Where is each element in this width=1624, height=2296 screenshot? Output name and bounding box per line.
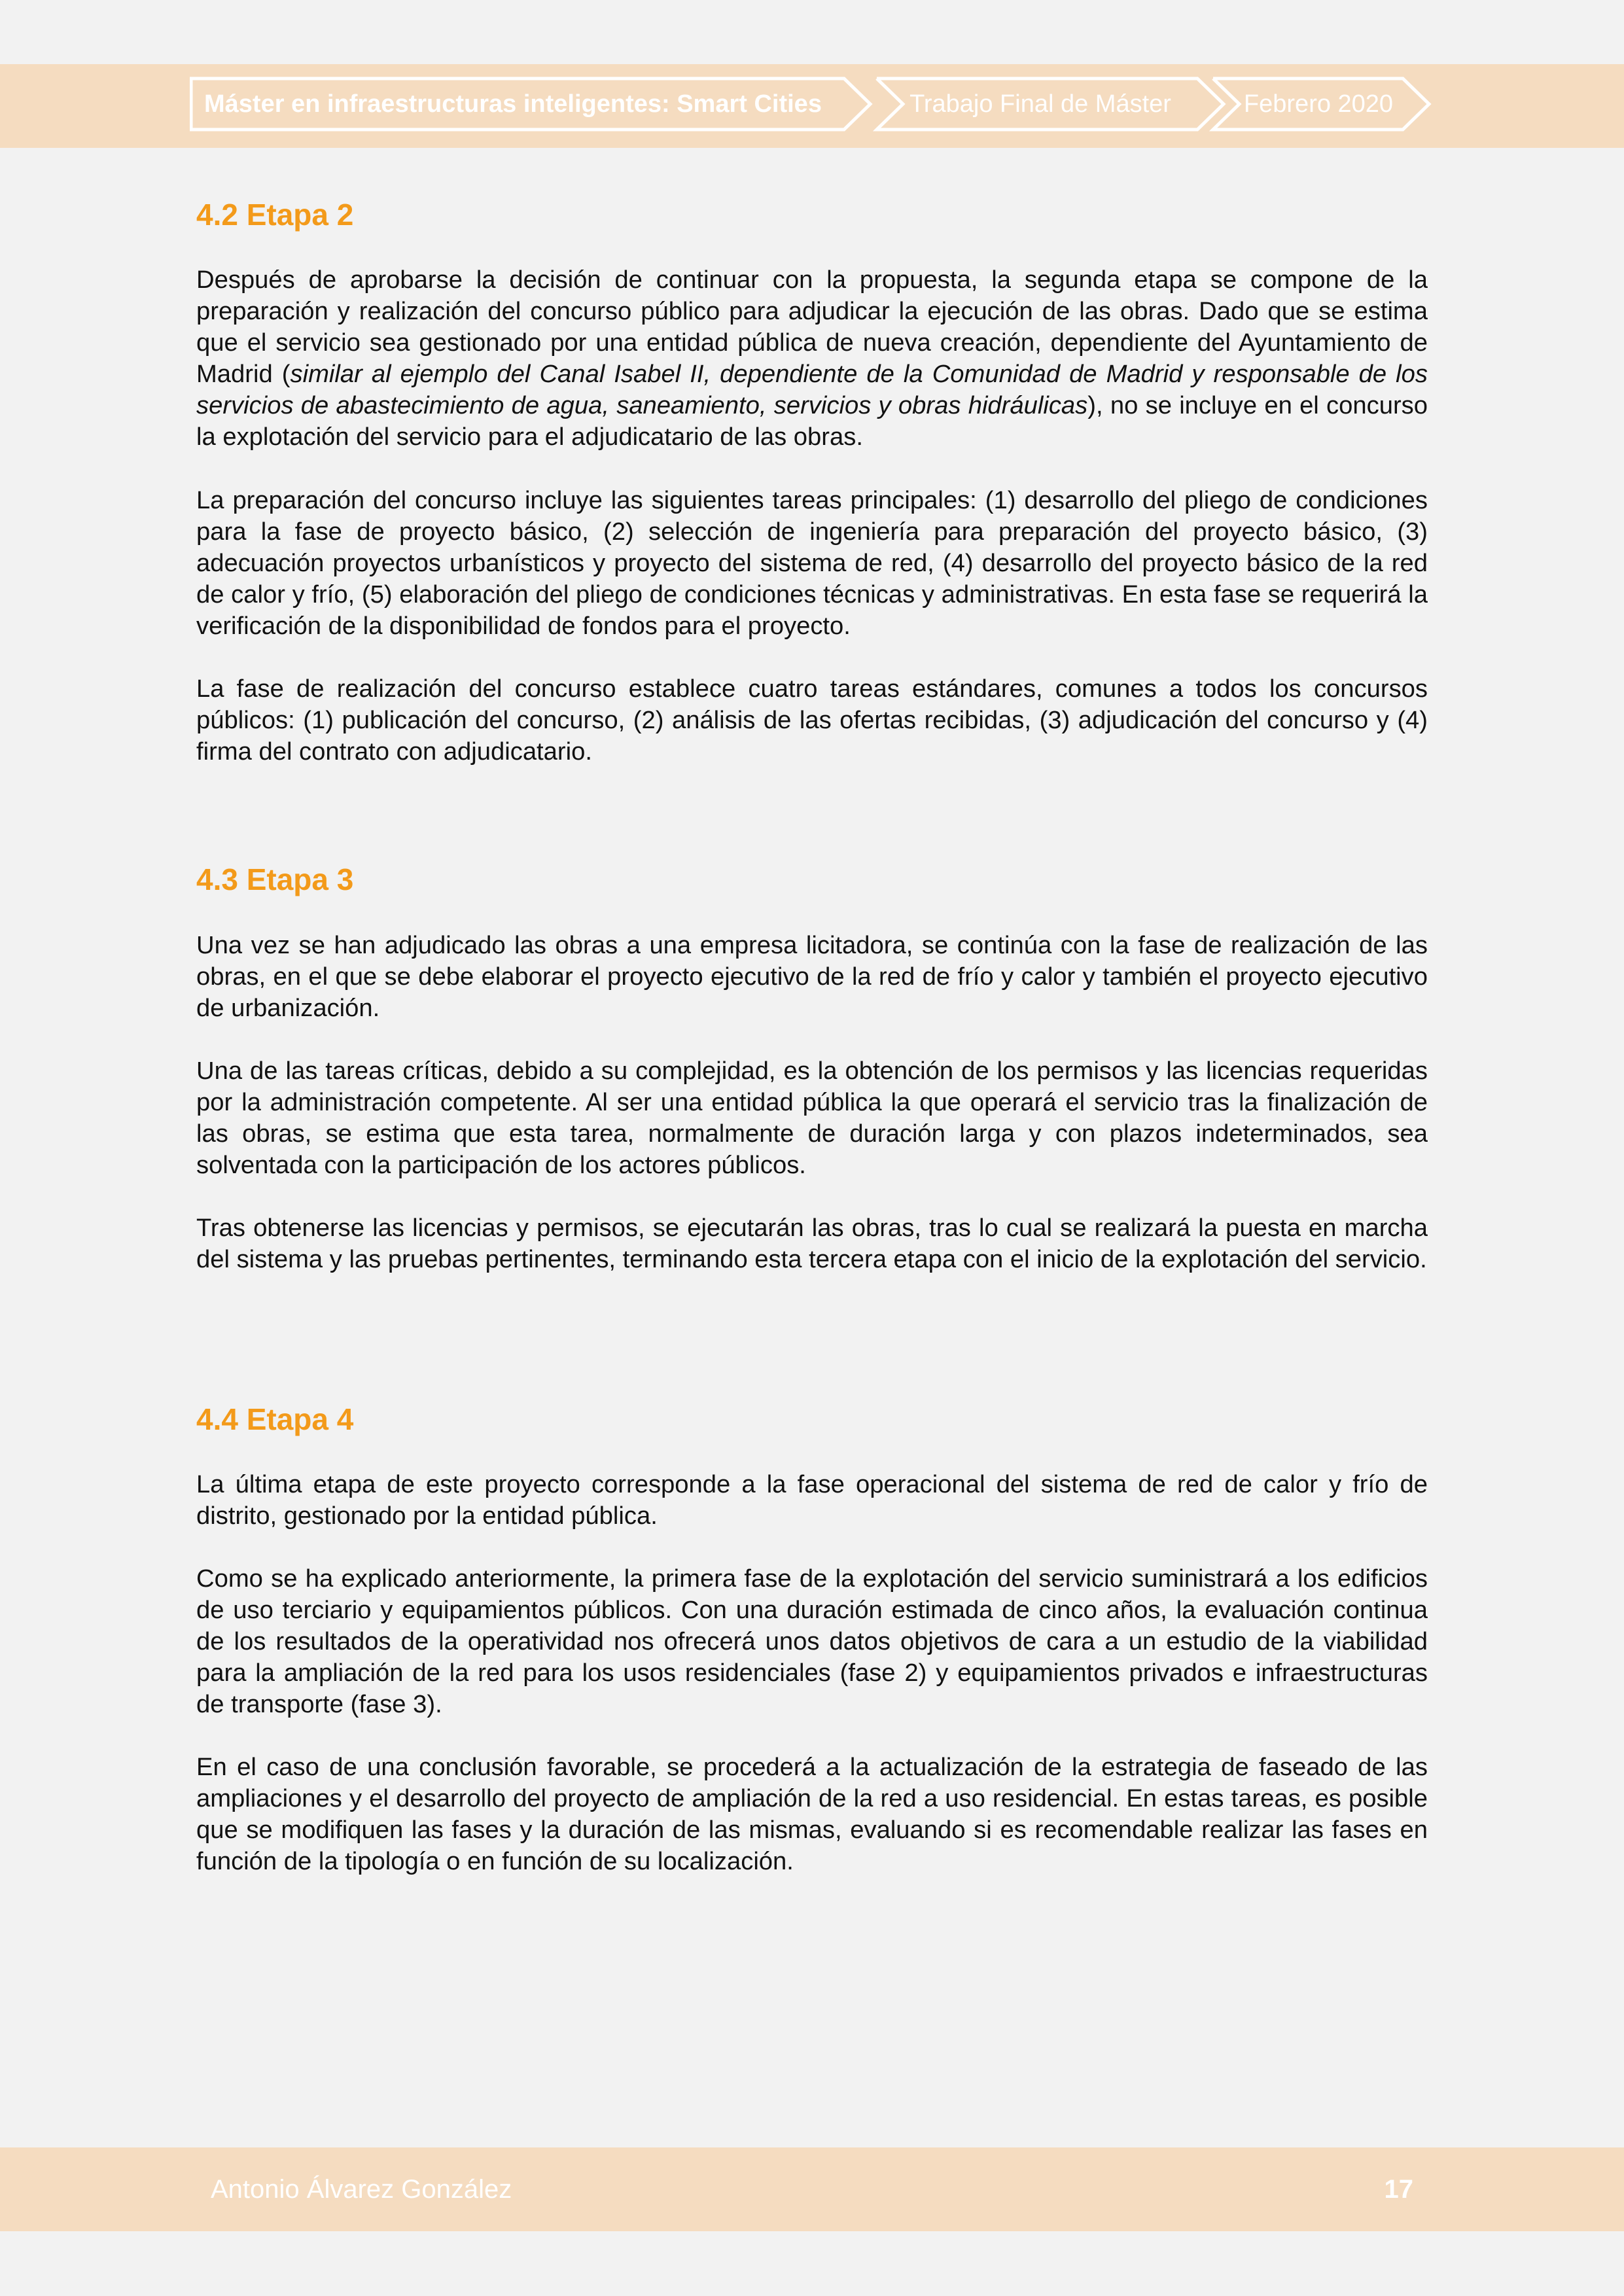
paragraph: Como se ha explicado anteriormente, la primera fase de la explotación del servicio suministrará a los edificios de uso terciario y equipamientos públicos. Con una duración estimada de cinco años, la evaluación continua de los resultados de la operatividad nos ofrecerá unos datos objetivos de cara a un estudio de la viabilidad para la ampliación de la red para los usos residenciales (fase 2) y equipamientos privados e infraestructuras de transporte (fase 3). — [196, 1564, 1428, 1718]
paragraph: Tras obtenerse las licencias y permisos, se ejecutarán las obras, tras lo cual se realizará la puesta en marcha del sistema y las pruebas pertinentes, terminando esta tercera etapa con el inicio de la explotación del servicio. — [196, 1214, 1428, 1273]
section-title: 4.4 Etapa 4 — [196, 1402, 354, 1436]
paragraph: En el caso de una conclusión favorable, se procederá a la actualización de la estrategia de faseado de las ampliaciones y el desarrollo del proyecto de ampliación de la red a uso residencial. En estas tareas, es posible que se modifiquen las fases y la duración de las mismas, evaluando si es recomendable realizar las fases en función de la tipología o en función de su localización. — [196, 1753, 1428, 1875]
paragraph-italic-text: similar al ejemplo del Canal Isabel II, dependiente de la Comunidad de Madrid y responsable de los servicios de abastecimiento de agua, saneamiento, servicios y obras hidráulicas — [196, 360, 1428, 419]
section-title: 4.3 Etapa 3 — [196, 862, 354, 896]
section-title: 4.2 Etapa 2 — [196, 198, 354, 232]
paragraph — [196, 264, 1428, 453]
breadcrumb-item-program: Máster en infraestructuras inteligentes: Smart Cities — [204, 90, 822, 118]
page-number: 17 — [1384, 2175, 1413, 2204]
paragraph: La preparación del concurso incluye las siguientes tareas principales: (1) desarrollo del pliego de condiciones para la fase de proyecto básico, (2) selección de ingeniería para preparación del proyecto básico, (3) adecuación proyectos urbanísticos y proyecto del sistema de red, (4) desarrollo del proyecto básico de la red de calor y frío, (5) elaboración del pliego de condiciones técnicas y administrativas. En esta fase se requerirá la verificación de la disponibilidad de fondos para el proyecto. — [196, 486, 1428, 640]
paragraph: La última etapa de este proyecto corresponde a la fase operacional del sistema de red de calor y frío de distrito, gestionado por la entidad pública. — [196, 1470, 1428, 1530]
paragraph-text: Después de aprobarse la decisión de continuar con la propuesta, la segunda etapa se compone de la preparación y realización del concurso público para adjudicar la ejecución de las obras. Dado que se estima que el servicio sea gestionado por una entidad pública de nueva creación, dependiente del Ayuntamiento de Madrid ( — [196, 266, 1428, 388]
paragraph-text: ), no se incluye en el concurso la explotación del servicio para el adjudicatario de las obras. — [196, 391, 1428, 451]
breadcrumb — [190, 76, 1433, 132]
breadcrumb-item-date: Febrero 2020 — [1243, 90, 1394, 118]
paragraph: Una vez se han adjudicado las obras a una empresa licitadora, se continúa con la fase de realización de las obras, en el que se debe elaborar el proyecto ejecutivo de la red de frío y calor y también el proyecto ejecutivo de urbanización. — [196, 931, 1428, 1022]
paragraph: La fase de realización del concurso establece cuatro tareas estándares, comunes a todos los concursos públicos: (1) publicación del concurso, (2) análisis de las ofertas recibidas, (3) adjudicación del concurso y (4) firma del contrato con adjudicatario. — [196, 675, 1428, 766]
paragraph: Una de las tareas críticas, debido a su complejidad, es la obtención de los permisos y las licencias requeridas por la administración competente. Al ser una entidad pública la que operará el servicio tras la finalización de las obras, se estima que esta tarea, normalmente de duración larga y con plazos indeterminados, sea solventada con la participación de los actores públicos. — [196, 1057, 1428, 1179]
footer-author: Antonio Álvarez González — [211, 2175, 512, 2204]
breadcrumb-item-document: Trabajo Final de Máster — [909, 90, 1171, 118]
